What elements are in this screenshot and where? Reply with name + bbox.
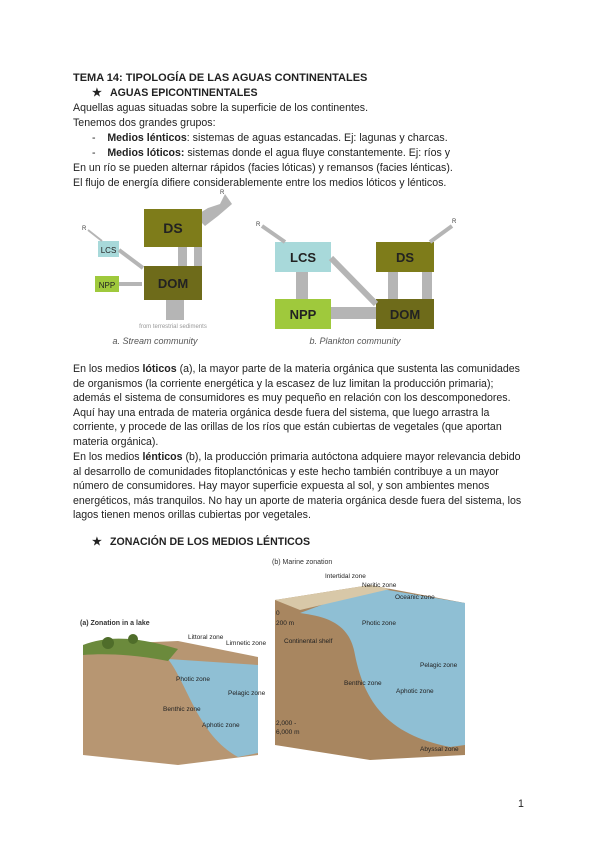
flow-arrow-icon bbox=[331, 307, 376, 319]
flow-arrow-icon bbox=[194, 247, 202, 266]
ds-label: DS bbox=[163, 220, 183, 236]
input-arrow-icon bbox=[166, 300, 184, 320]
flow-arrow-icon bbox=[422, 272, 432, 299]
term-loticos-para: lóticos bbox=[142, 363, 177, 375]
page-title: TEMA 14: TIPOLOGÍA DE LAS AGUAS CONTINENTALES bbox=[73, 72, 368, 84]
r-label: R bbox=[220, 190, 225, 196]
para-lead: En los medios bbox=[73, 451, 143, 463]
energy-flow-diagram bbox=[70, 186, 470, 356]
r-label: R bbox=[452, 219, 457, 225]
dom-label: DOM bbox=[389, 307, 421, 322]
respiration-arrow-icon bbox=[262, 226, 285, 242]
marine-zonation-diagram bbox=[270, 555, 470, 765]
flow-arrow-icon bbox=[331, 258, 376, 304]
benthic-label: Benthic zone bbox=[163, 706, 201, 713]
star-bullet-icon: ★ bbox=[92, 536, 102, 548]
list-item bbox=[92, 146, 450, 161]
aphotic-label: Aphotic zone bbox=[396, 688, 434, 695]
list-item-text: : sistemas de aguas estancadas. Ej: lagunas y charcas. bbox=[186, 132, 448, 144]
para-lead: En los medios bbox=[73, 363, 143, 375]
source-label: from terrestrial sediments bbox=[139, 324, 207, 330]
r-label: R bbox=[256, 222, 261, 228]
abyssal-label: Abyssal zone bbox=[420, 746, 459, 753]
respiration-arrow-icon bbox=[88, 230, 102, 241]
caption-plankton: b. Plankton community bbox=[309, 336, 401, 346]
intro-line: Aquellas aguas situadas sobre la superficie de los continentes. bbox=[73, 102, 369, 114]
dom-label: DOM bbox=[157, 276, 189, 291]
diagram-stream-community bbox=[82, 190, 232, 346]
lcs-label: LCS bbox=[100, 246, 117, 255]
depth-6000-label: 6,000 m bbox=[276, 729, 300, 736]
facies-line: En un río se pueden alternar rápidos (facies lóticas) y remansos (facies lénticas). bbox=[73, 162, 453, 174]
photic-label: Photic zone bbox=[362, 620, 396, 627]
list-item bbox=[92, 131, 448, 146]
term-lenticos-para: lénticos bbox=[142, 451, 183, 463]
continental-shelf-label: Continental shelf bbox=[284, 638, 333, 645]
para-text: (b), la producción primaria autóctona adquiere mayor relevancia debido al desarrollo de comunidades fitoplanctónicas y este hecho también contribuye a un mayor número de consumidores. Hay mayor superficie expuesta al sol, y son ambientes menos energéticos, más tranquilos. No hay un aporte de materia orgánica desde fuera del sistema, los lagos tienen menos orillas cubiertas por vegetales. bbox=[73, 451, 522, 522]
lake-zonation-diagram bbox=[78, 615, 266, 765]
paragraph-loticos bbox=[73, 362, 528, 450]
ds-label: DS bbox=[395, 250, 415, 265]
section-heading-epicontinentales: AGUAS EPICONTINENTALES bbox=[110, 87, 258, 99]
flow-arrow-icon bbox=[178, 247, 187, 266]
photic-label: Photic zone bbox=[176, 676, 210, 683]
para-text: (a), la mayor parte de la materia orgánica que sustenta las comunidades de organismos (la corriente energética y la escasez de luz limitan la producción primaria); además el sistema de consumidores es muy pequeño en relación con los descomponedores. Aquí hay una entrada de materia orgánica desde fuera del sistema, que luego arrastra la corriente, y procede de las orillas de los ríos que están cubiertas de vegetales (que aportan materia orgánica). bbox=[73, 363, 520, 448]
tree-icon bbox=[128, 634, 138, 644]
caption-stream: a. Stream community bbox=[112, 336, 198, 346]
intertidal-label: Intertidal zone bbox=[325, 573, 366, 580]
term-lenticos: Medios lénticos bbox=[107, 132, 187, 144]
page-number: 1 bbox=[518, 798, 524, 810]
pelagic-label: Pelagic zone bbox=[420, 662, 458, 669]
lcs-label: LCS bbox=[290, 250, 316, 265]
list-dash: - bbox=[92, 132, 96, 144]
section-heading-zonacion: ZONACIÓN DE LOS MEDIOS LÉNTICOS bbox=[110, 536, 311, 548]
pelagic-label: Pelagic zone bbox=[228, 690, 266, 697]
list-item-text: sistemas donde el agua fluye constantemente. Ej: ríos y bbox=[184, 147, 451, 159]
flow-arrow-icon bbox=[296, 272, 308, 299]
depth-0-label: 0 bbox=[276, 610, 280, 617]
respiration-arrow-icon bbox=[430, 226, 452, 242]
flow-arrow-icon bbox=[119, 250, 143, 268]
energy-flow-line: El flujo de energía difiere considerablemente entre los medios lóticos y lénticos. bbox=[73, 177, 447, 189]
npp-label: NPP bbox=[98, 281, 116, 290]
paragraph-lenticos bbox=[73, 450, 528, 523]
littoral-label: Littoral zone bbox=[188, 634, 224, 641]
benthic-label: Benthic zone bbox=[344, 680, 382, 687]
flow-arrow-icon bbox=[388, 272, 398, 299]
list-dash: - bbox=[92, 147, 96, 159]
tree-icon bbox=[102, 637, 114, 649]
term-loticos: Medios lóticos: bbox=[107, 147, 185, 159]
groups-line: Tenemos dos grandes grupos: bbox=[73, 117, 216, 129]
r-label: R bbox=[82, 226, 87, 232]
depth-200-label: 200 m bbox=[276, 620, 295, 627]
lake-title: (a) Zonation in a lake bbox=[80, 620, 150, 627]
diagram-plankton-community bbox=[256, 219, 457, 346]
aphotic-label: Aphotic zone bbox=[202, 722, 240, 729]
star-bullet-icon: ★ bbox=[92, 87, 102, 99]
npp-label: NPP bbox=[289, 307, 317, 322]
neritic-label: Neritic zone bbox=[362, 582, 397, 589]
depth-2000-label: 2,000 - bbox=[276, 720, 297, 727]
limnetic-label: Limnetic zone bbox=[226, 640, 266, 647]
marine-title: (b) Marine zonation bbox=[272, 559, 333, 566]
oceanic-label: Oceanic zone bbox=[395, 594, 435, 601]
